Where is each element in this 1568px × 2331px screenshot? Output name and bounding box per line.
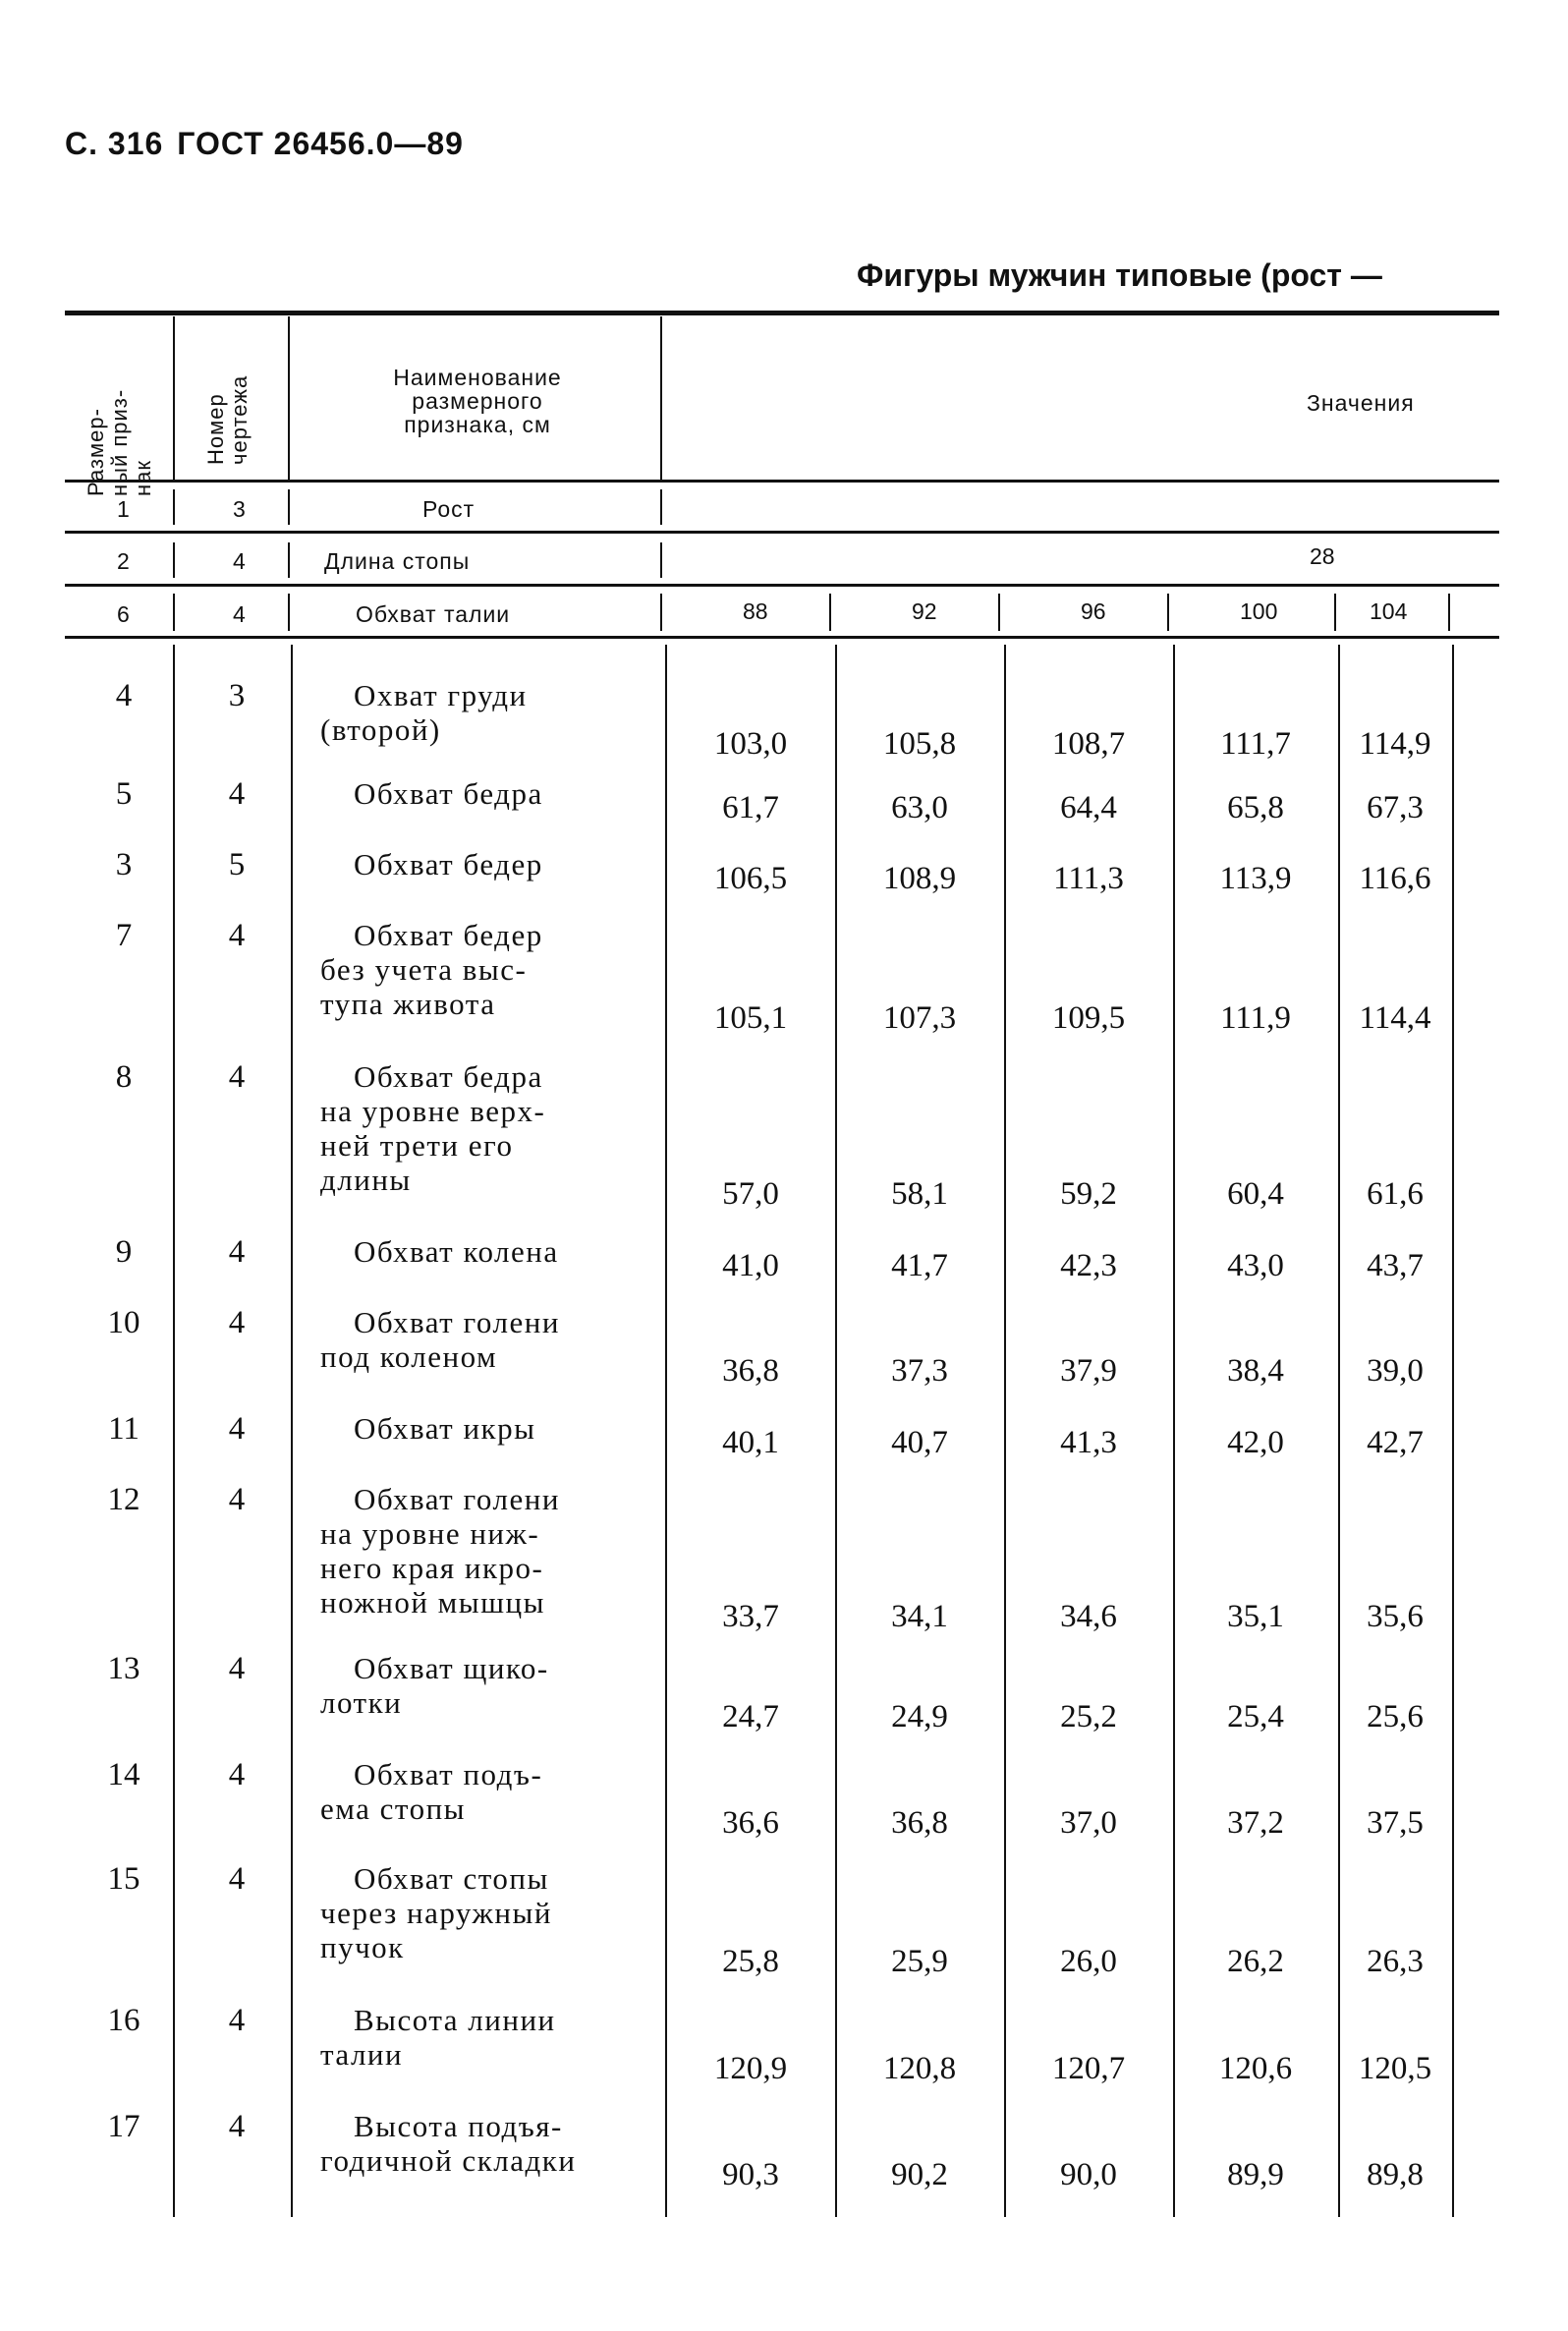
value-cell: 25,8 xyxy=(722,1944,779,1979)
feature-name-line: годичной складки xyxy=(320,2143,577,2178)
value-cell: 105,1 xyxy=(713,1000,788,1036)
waist-value: 104 xyxy=(1370,598,1408,624)
column-rule xyxy=(1173,645,1175,2217)
value-cell: 43,7 xyxy=(1367,1248,1424,1283)
feature-name-line: ема стопы xyxy=(320,1791,466,1826)
value-cell: 120,9 xyxy=(713,2051,788,2086)
value-cell: 41,3 xyxy=(1060,1425,1117,1460)
row-rule xyxy=(65,531,1499,534)
feature-name-line: ней трети его xyxy=(320,1128,514,1163)
value-cell: 61,6 xyxy=(1367,1176,1424,1212)
value-cell: 63,0 xyxy=(891,790,948,825)
drawing-number: 4 xyxy=(228,1305,246,1340)
drawing-number: 5 xyxy=(228,847,246,882)
value-cell: 90,0 xyxy=(1060,2157,1117,2192)
waist-value: 88 xyxy=(743,598,768,624)
column-rule xyxy=(288,542,290,578)
value-cell: 34,1 xyxy=(891,1599,948,1634)
feature-name xyxy=(320,2109,654,2178)
feature-number: 8 xyxy=(115,1059,133,1095)
value-cell: 35,1 xyxy=(1227,1599,1284,1634)
value-cell: 39,0 xyxy=(1367,1353,1424,1389)
header-drawing xyxy=(204,347,252,465)
value-cell: 89,9 xyxy=(1227,2157,1284,2192)
drawing-number: 4 xyxy=(228,1411,246,1447)
value-cell: 90,3 xyxy=(722,2157,779,2192)
waist-value: 92 xyxy=(912,598,937,624)
feature-name-line: Обхват бедра xyxy=(354,1059,543,1094)
page-header xyxy=(65,126,464,162)
value-cell: 36,8 xyxy=(891,1805,948,1841)
value-cell: 111,9 xyxy=(1220,1000,1291,1036)
row-waist-feature: 6 xyxy=(117,601,130,627)
value-cell: 43,0 xyxy=(1227,1248,1284,1283)
value-cell: 116,6 xyxy=(1359,861,1431,896)
feature-name xyxy=(320,1234,654,1269)
feature-name-line: Обхват подъ- xyxy=(354,1757,543,1791)
value-cell: 107,3 xyxy=(882,1000,957,1036)
waist-value: 100 xyxy=(1240,598,1278,624)
column-rule xyxy=(288,316,290,480)
column-rule xyxy=(1452,645,1454,2217)
value-cell: 111,7 xyxy=(1220,726,1291,762)
feature-number: 9 xyxy=(115,1234,133,1270)
value-cell: 108,9 xyxy=(882,861,957,896)
column-rule xyxy=(660,316,662,480)
value-cell: 37,2 xyxy=(1227,1805,1284,1841)
feature-name-line: Обхват бедер xyxy=(354,847,543,881)
value-cell: 90,2 xyxy=(891,2157,948,2192)
feature-name xyxy=(320,1305,654,1374)
feature-name-line: длины xyxy=(320,1163,412,1197)
value-cell: 106,5 xyxy=(713,861,788,896)
header-line: чертежа xyxy=(227,374,252,465)
header-line: размерного xyxy=(412,388,543,414)
column-rule xyxy=(660,594,662,631)
value-cell: 26,0 xyxy=(1060,1944,1117,1979)
header-feature xyxy=(84,339,155,496)
row-foot-length-value: 28 xyxy=(1310,543,1335,569)
value-cell: 33,7 xyxy=(722,1599,779,1634)
value-cell: 37,9 xyxy=(1060,1353,1117,1389)
row-waist-name: Обхват талии xyxy=(356,601,511,627)
value-cell: 60,4 xyxy=(1227,1176,1284,1212)
row-height-drawing: 3 xyxy=(233,496,246,522)
feature-name-line: пучок xyxy=(320,1930,405,1964)
feature-number: 7 xyxy=(115,918,133,953)
feature-name-line: на уровне ниж- xyxy=(320,1516,540,1551)
value-cell: 120,8 xyxy=(882,2051,957,2086)
header-line: признака, см xyxy=(404,412,551,437)
value-cell: 120,7 xyxy=(1051,2051,1126,2086)
feature-number: 10 xyxy=(107,1305,140,1340)
feature-name-line: Обхват стопы xyxy=(354,1861,549,1896)
value-cell: 26,2 xyxy=(1227,1944,1284,1979)
value-cell: 103,0 xyxy=(713,726,788,762)
drawing-number: 4 xyxy=(228,918,246,953)
feature-number: 13 xyxy=(107,1651,140,1686)
value-cell: 61,7 xyxy=(722,790,779,825)
value-cell: 36,8 xyxy=(722,1353,779,1389)
drawing-number: 4 xyxy=(228,1059,246,1095)
value-cell: 38,4 xyxy=(1227,1353,1284,1389)
value-cell: 36,6 xyxy=(722,1805,779,1841)
feature-name-line: Обхват голени xyxy=(354,1482,560,1516)
feature-name-line: Высота линии xyxy=(354,2003,556,2037)
column-rule xyxy=(665,645,667,2217)
feature-name xyxy=(320,847,654,881)
feature-name-line: Обхват колена xyxy=(354,1234,559,1269)
column-rule xyxy=(1004,645,1006,2217)
column-rule xyxy=(291,645,293,2217)
header-line: нак xyxy=(131,459,155,496)
feature-name xyxy=(320,678,654,747)
drawing-number: 4 xyxy=(228,1757,246,1792)
table-top-rule xyxy=(65,311,1499,315)
value-cell: 111,3 xyxy=(1053,861,1124,896)
feature-name-line: под коленом xyxy=(320,1339,498,1374)
column-rule xyxy=(288,489,290,525)
column-rule xyxy=(660,489,662,525)
column-rule xyxy=(829,594,831,631)
feature-name-line: Обхват щико- xyxy=(354,1651,549,1685)
column-rule xyxy=(288,594,290,631)
feature-name-line: Высота подъя- xyxy=(354,2109,563,2143)
feature-name-line: Охват груди xyxy=(354,678,528,712)
drawing-number: 4 xyxy=(228,1482,246,1517)
feature-name xyxy=(320,918,654,1021)
column-rule xyxy=(1167,594,1169,631)
header-name xyxy=(295,366,660,436)
feature-name-line: (второй) xyxy=(320,712,441,747)
drawing-number: 4 xyxy=(228,2003,246,2038)
feature-name-line: на уровне верх- xyxy=(320,1094,546,1128)
value-cell: 59,2 xyxy=(1060,1176,1117,1212)
header-bottom-rule xyxy=(65,480,1499,483)
drawing-number: 4 xyxy=(228,1651,246,1686)
feature-name-line: тупа живота xyxy=(320,987,496,1021)
feature-name xyxy=(320,776,654,811)
row-height-name: Рост xyxy=(422,496,476,522)
row-height-feature: 1 xyxy=(117,496,130,522)
feature-number: 5 xyxy=(115,776,133,812)
value-cell: 41,0 xyxy=(722,1248,779,1283)
value-cell: 37,3 xyxy=(891,1353,948,1389)
drawing-number: 4 xyxy=(228,1861,246,1897)
drawing-number: 4 xyxy=(228,1234,246,1270)
feature-number: 16 xyxy=(107,2003,140,2038)
column-rule xyxy=(1448,594,1450,631)
feature-name-line: него края икро- xyxy=(320,1551,544,1585)
value-cell: 65,8 xyxy=(1227,790,1284,825)
feature-name-line: Обхват голени xyxy=(354,1305,560,1339)
feature-number: 14 xyxy=(107,1757,140,1792)
value-cell: 40,7 xyxy=(891,1425,948,1460)
value-cell: 37,5 xyxy=(1367,1805,1424,1841)
value-cell: 41,7 xyxy=(891,1248,948,1283)
header-line: Наименование xyxy=(393,365,562,390)
column-rule xyxy=(998,594,1000,631)
header-line: Размер- xyxy=(84,408,108,496)
feature-number: 3 xyxy=(115,847,133,882)
value-cell: 64,4 xyxy=(1060,790,1117,825)
row-foot-length-feature: 2 xyxy=(117,548,130,574)
feature-name-line: ножной мышцы xyxy=(320,1585,545,1620)
value-cell: 24,7 xyxy=(722,1699,779,1734)
row-foot-length-drawing: 4 xyxy=(233,548,246,574)
value-cell: 113,9 xyxy=(1219,861,1292,896)
column-rule xyxy=(1334,594,1336,631)
drawing-number: 4 xyxy=(228,2109,246,2144)
page-number: С. 316 xyxy=(65,126,164,161)
feature-name-line: через наружный xyxy=(320,1896,552,1930)
feature-name xyxy=(320,2003,654,2072)
value-cell: 42,7 xyxy=(1367,1425,1424,1460)
feature-number: 17 xyxy=(107,2109,140,2144)
feature-number: 12 xyxy=(107,1482,140,1517)
column-rule xyxy=(1338,645,1340,2217)
table-caption: Фигуры мужчин типовые (рост — xyxy=(857,257,1382,293)
value-cell: 42,3 xyxy=(1060,1248,1117,1283)
feature-name xyxy=(320,1059,654,1197)
column-rule xyxy=(660,542,662,578)
value-cell: 114,4 xyxy=(1359,1000,1431,1036)
value-cell: 26,3 xyxy=(1367,1944,1424,1979)
column-rule xyxy=(173,489,175,525)
feature-name-line: Обхват икры xyxy=(354,1411,536,1446)
value-cell: 105,8 xyxy=(882,726,957,762)
value-cell: 42,0 xyxy=(1227,1425,1284,1460)
feature-number: 15 xyxy=(107,1861,140,1897)
column-rule xyxy=(173,542,175,578)
row-foot-length-name: Длина стопы xyxy=(324,548,471,574)
drawing-number: 3 xyxy=(228,678,246,713)
header-line: ный приз- xyxy=(107,388,132,496)
feature-name-line: Обхват бедра xyxy=(354,776,543,811)
value-cell: 57,0 xyxy=(722,1176,779,1212)
value-cell: 120,6 xyxy=(1218,2051,1293,2086)
value-cell: 40,1 xyxy=(722,1425,779,1460)
value-cell: 67,3 xyxy=(1367,790,1424,825)
feature-name xyxy=(320,1411,654,1446)
value-cell: 37,0 xyxy=(1060,1805,1117,1841)
row-rule xyxy=(65,636,1499,639)
row-waist-drawing: 4 xyxy=(233,601,246,627)
value-cell: 109,5 xyxy=(1051,1000,1126,1036)
column-rule xyxy=(173,316,175,480)
feature-name-line: без учета выс- xyxy=(320,952,528,987)
column-rule xyxy=(173,594,175,631)
feature-name xyxy=(320,1861,654,1964)
value-cell: 120,5 xyxy=(1358,2051,1432,2086)
column-rule xyxy=(835,645,837,2217)
value-cell: 25,9 xyxy=(891,1944,948,1979)
feature-number: 11 xyxy=(108,1411,140,1447)
value-cell: 34,6 xyxy=(1060,1599,1117,1634)
feature-name-line: Обхват бедер xyxy=(354,918,543,952)
feature-name xyxy=(320,1757,654,1826)
feature-number: 4 xyxy=(115,678,133,713)
gost-code: ГОСТ 26456.0—89 xyxy=(177,126,464,161)
feature-name xyxy=(320,1482,654,1620)
value-cell: 114,9 xyxy=(1359,726,1431,762)
value-cell: 25,6 xyxy=(1367,1699,1424,1734)
header-line: Номер xyxy=(203,393,228,465)
value-cell: 25,4 xyxy=(1227,1699,1284,1734)
value-cell: 108,7 xyxy=(1051,726,1126,762)
value-cell: 35,6 xyxy=(1367,1599,1424,1634)
waist-value: 96 xyxy=(1081,598,1106,624)
value-cell: 24,9 xyxy=(891,1699,948,1734)
value-cell: 89,8 xyxy=(1367,2157,1424,2192)
feature-name-line: талии xyxy=(320,2037,404,2072)
value-cell: 25,2 xyxy=(1060,1699,1117,1734)
row-rule xyxy=(65,584,1499,587)
header-values: Значения xyxy=(1307,390,1415,416)
drawing-number: 4 xyxy=(228,776,246,812)
value-cell: 58,1 xyxy=(891,1176,948,1212)
feature-name-line: лотки xyxy=(320,1685,403,1720)
feature-name xyxy=(320,1651,654,1720)
